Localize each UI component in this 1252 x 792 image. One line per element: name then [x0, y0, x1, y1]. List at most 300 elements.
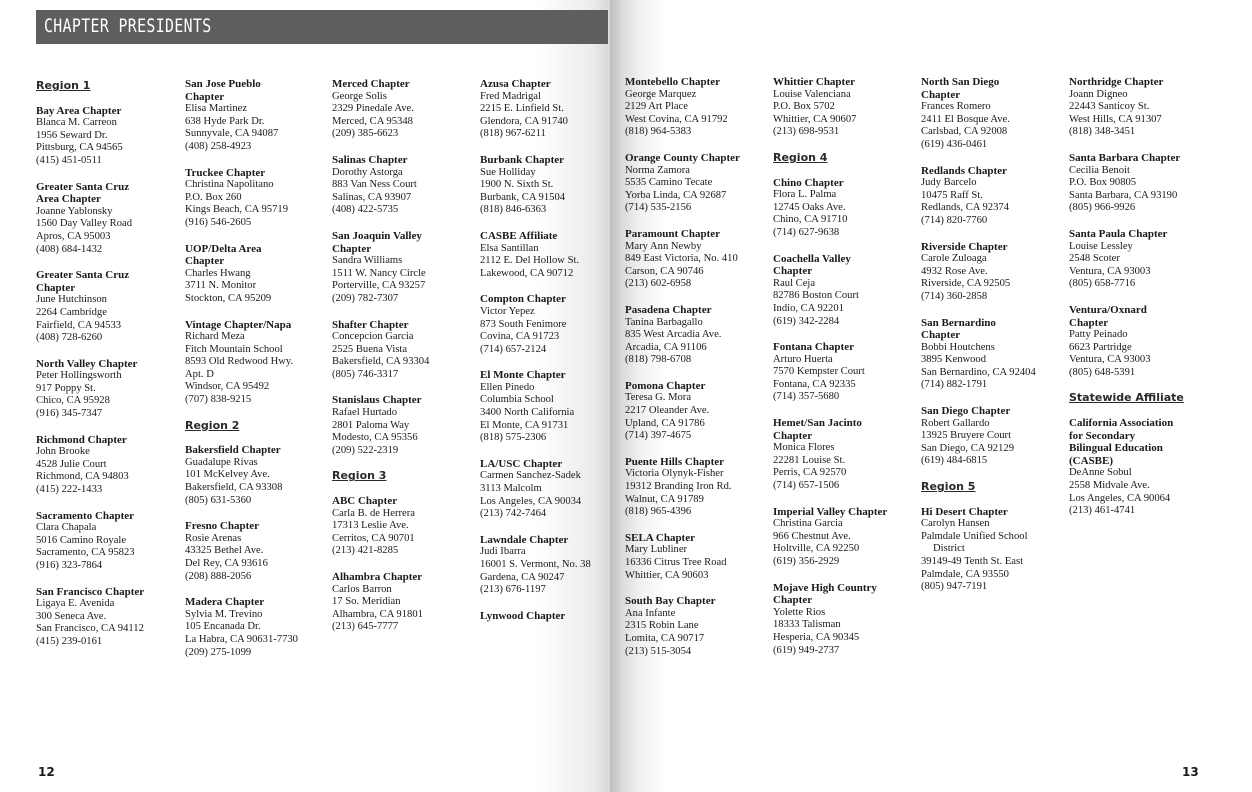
contact-line: (818) 575-2306	[480, 432, 547, 444]
chapter-name: Puente Hills Chapter	[625, 455, 724, 468]
president-name: Sylvia M. Trevino	[185, 608, 263, 620]
contact-line: (916) 546-2605	[185, 216, 252, 228]
contact-line: Sunnyvale, CA 94087	[185, 128, 279, 140]
contact-line: Glendora, CA 91740	[480, 115, 568, 127]
contact-line: 835 West Arcadia Ave.	[625, 329, 722, 341]
contact-line: Ventura, CA 93003	[1069, 354, 1151, 366]
chapter-entry	[185, 78, 327, 154]
chapter-name: Coachella Valley	[773, 252, 851, 265]
region-heading: Region 5	[921, 480, 976, 494]
contact-line: 5016 Camino Royale	[36, 534, 127, 546]
contact-line: Burbank, CA 91504	[480, 191, 566, 203]
directory-column-3	[332, 78, 474, 647]
chapter-name: Lawndale Chapter	[480, 533, 569, 546]
contact-line: 2217 Oleander Ave.	[625, 405, 710, 417]
contact-line: (213) 645-7777	[332, 621, 399, 633]
contact-line: 43325 Bethel Ave.	[185, 545, 264, 557]
contact-line: 2215 E. Linfield St.	[480, 103, 564, 115]
contact-line: Pittsburg, CA 94565	[36, 142, 123, 154]
chapter-name: Chapter	[773, 594, 813, 607]
president-name: Carmen Sanchez-Sadek	[480, 470, 581, 482]
contact-line: (818) 965-4396	[625, 506, 692, 518]
chapter-name: San Jose Pueblo	[185, 78, 261, 90]
chapter-name: Stanislaus Chapter	[332, 394, 422, 407]
contact-line: 1956 Seward Dr.	[36, 129, 108, 141]
contact-line: Apros, CA 95003	[36, 230, 111, 242]
chapter-entry	[480, 154, 622, 217]
chapter-entry	[773, 76, 915, 139]
chapter-name: Chapter	[185, 90, 225, 103]
chapter-entry	[773, 582, 915, 658]
contact-line: (213) 676-1197	[480, 584, 546, 596]
chapter-entry	[185, 319, 327, 407]
contact-line: (714) 627-9638	[773, 226, 840, 238]
contact-line: (714) 657-2124	[480, 343, 547, 355]
contact-line: Walnut, CA 91789	[625, 493, 704, 505]
contact-line: West Covina, CA 91792	[625, 113, 728, 125]
chapter-name: San Bernardino	[921, 316, 996, 329]
chapter-entry	[332, 495, 474, 558]
chapter-entry	[1069, 417, 1211, 518]
president-name: Concepcion Garcia	[332, 331, 414, 343]
contact-line: 17313 Leslie Ave.	[332, 520, 409, 532]
contact-line: 3711 N. Monitor	[185, 280, 257, 292]
chapter-entry	[332, 154, 474, 217]
chapter-name: Bakersfield Chapter	[185, 444, 281, 457]
chapter-name: Hi Desert Chapter	[921, 505, 1008, 518]
contact-line: 17 So. Meridian	[332, 596, 401, 608]
chapter-entry	[921, 241, 1063, 304]
contact-line: 16001 S. Vermont, No. 38	[480, 559, 591, 570]
chapter-name: Paramount Chapter	[625, 227, 721, 240]
region-heading: Region 4	[773, 150, 828, 164]
president-name: Tanina Barbagallo	[625, 316, 703, 328]
contact-line: 966 Chestnut Ave.	[773, 530, 851, 542]
contact-line: (805) 648-5391	[1069, 366, 1136, 378]
chapter-name: UOP/Delta Area	[185, 242, 262, 255]
contact-line: 883 Van Ness Court	[332, 179, 417, 191]
chapter-name: Chapter	[921, 88, 961, 101]
chapter-name: Azusa Chapter	[480, 78, 551, 90]
president-name: Cecilia Benoit	[1069, 164, 1130, 176]
contact-line: San Francisco, CA 94112	[36, 623, 144, 635]
chapter-name: Chapter	[185, 255, 225, 268]
chapter-name: Chapter	[1069, 316, 1109, 329]
president-name: Victor Yepez	[480, 305, 535, 317]
president-name: Carolyn Hansen	[921, 518, 990, 530]
contact-line: (714) 360-2858	[921, 290, 988, 302]
chapter-name: Bilingual Education	[1069, 442, 1163, 455]
chapter-entry	[921, 405, 1063, 468]
contact-line: 2315 Robin Lane	[625, 620, 699, 632]
region-heading: Statewide Affiliate	[1069, 391, 1184, 405]
president-name: Mary Lubliner	[625, 544, 688, 556]
president-name: Yolette Rios	[773, 606, 826, 618]
chapter-name: Pasadena Chapter	[625, 303, 712, 316]
page-number-left: 12	[38, 765, 55, 779]
president-name: Patty Peinado	[1069, 329, 1128, 341]
chapter-entry	[1069, 228, 1211, 291]
page-number-right: 13	[1182, 765, 1199, 779]
chapter-name: California Association	[1069, 417, 1174, 430]
chapter-entry	[480, 610, 622, 623]
contact-line: 1560 Day Valley Road	[36, 218, 133, 230]
chapter-name: Montebello Chapter	[625, 76, 721, 88]
contact-line: 2264 Cambridge	[36, 306, 107, 318]
contact-line: District	[933, 543, 965, 555]
president-name: Monica Flores	[773, 442, 835, 454]
contact-line: Indio, CA 92201	[773, 302, 844, 314]
chapter-name: Northridge Chapter	[1069, 76, 1164, 88]
president-name: Joann Digneo	[1069, 88, 1128, 100]
contact-line: 3400 North California	[480, 407, 575, 419]
president-name: George Marquez	[625, 88, 697, 100]
contact-line: Yorba Linda, CA 92687	[625, 189, 727, 201]
contact-line: (714) 657-1506	[773, 480, 840, 492]
contact-line: (805) 631-5360	[185, 494, 252, 506]
contact-line: Riverside, CA 92505	[921, 278, 1011, 290]
contact-line: Los Angeles, CA 90064	[1069, 492, 1171, 504]
contact-line: Richmond, CA 94803	[36, 471, 129, 483]
chapter-entry	[332, 394, 474, 457]
president-name: Teresa G. Mora	[625, 392, 692, 404]
president-name: Louise Lessley	[1069, 240, 1133, 252]
chapter-entry	[625, 532, 767, 582]
contact-line: (619) 356-2929	[773, 556, 840, 567]
contact-line: P.O. Box 90805	[1069, 177, 1137, 189]
chapter-name: Pomona Chapter	[625, 379, 706, 392]
chapter-entry	[480, 78, 622, 141]
contact-line: (619) 949-2737	[773, 644, 840, 656]
contact-line: (805) 658-7716	[1069, 278, 1136, 290]
contact-line: (818) 798-6708	[625, 354, 692, 366]
president-name: Ana Infante	[625, 607, 676, 619]
president-name: Dorothy Astorga	[332, 166, 403, 178]
contact-line: (619) 436-0461	[921, 138, 988, 150]
chapter-entry	[773, 341, 915, 404]
contact-line: Whittier, CA 90607	[773, 113, 857, 125]
president-name: June Hutchinson	[36, 294, 107, 306]
chapter-entry	[921, 506, 1063, 594]
contact-line: 2801 Paloma Way	[332, 419, 410, 431]
contact-line: P.O. Box 260	[185, 191, 242, 203]
contact-line: Carlsbad, CA 92008	[921, 126, 1008, 138]
directory-column-1	[36, 78, 178, 662]
contact-line: 10475 Raff St.	[921, 189, 983, 201]
president-name: Fred Madrigal	[480, 90, 541, 102]
president-name: John Brooke	[36, 446, 90, 458]
chapter-entry	[480, 369, 622, 445]
president-name: Sue Holliday	[480, 166, 536, 178]
contact-line: 2112 E. Del Hollow St.	[480, 255, 580, 267]
contact-line: (916) 323-7864	[36, 560, 103, 571]
chapter-entry	[36, 586, 178, 649]
directory-column-5	[625, 76, 767, 671]
president-name: Guadalupe Rivas	[185, 456, 258, 468]
president-name: Bobbi Houtchens	[921, 341, 995, 353]
contact-line: West Hills, CA 91307	[1069, 113, 1162, 125]
contact-line: 3113 Malcolm	[480, 483, 542, 495]
contact-line: 16336 Citrus Tree Road	[625, 557, 727, 568]
contact-line: (209) 522-2319	[332, 444, 399, 456]
chapter-entry	[480, 534, 622, 597]
contact-line: 13925 Bruyere Court	[921, 430, 1012, 442]
contact-line: 1511 W. Nancy Circle	[332, 267, 426, 279]
directory-column-8	[1069, 76, 1211, 531]
president-name: Sandra Williams	[332, 255, 403, 267]
chapter-entry	[921, 165, 1063, 228]
contact-line: (714) 882-1791	[921, 379, 988, 391]
contact-line: (714) 820-7760	[921, 214, 988, 226]
chapter-entry	[625, 456, 767, 519]
president-name: Mary Ann Newby	[625, 240, 702, 252]
president-name: Rosie Arenas	[185, 532, 242, 544]
chapter-entry	[185, 520, 327, 583]
directory-column-6	[773, 76, 915, 670]
contact-line: Fairfield, CA 94533	[36, 319, 122, 331]
contact-line: Fontana, CA 92335	[773, 378, 856, 390]
contact-line: (916) 345-7347	[36, 408, 103, 420]
contact-line: La Habra, CA 90631-7730	[185, 633, 298, 645]
president-name: Flora L. Palma	[773, 189, 837, 201]
contact-line: 4932 Rose Ave.	[921, 265, 988, 277]
chapter-entry	[480, 458, 622, 521]
chapter-name: Shafter Chapter	[332, 318, 409, 331]
contact-line: Apt. D	[185, 368, 214, 380]
chapter-name: Santa Barbara Chapter	[1069, 151, 1181, 164]
contact-line: Santa Barbara, CA 93190	[1069, 189, 1178, 201]
chapter-entry	[36, 358, 178, 421]
contact-line: 6623 Partridge	[1069, 341, 1132, 353]
president-name: DeAnne Sobul	[1069, 467, 1132, 479]
chapter-name: North Valley Chapter	[36, 357, 138, 370]
president-name: Blanca M. Carreon	[36, 117, 117, 129]
contact-line: (818) 348-3451	[1069, 126, 1136, 138]
chapter-name: Orange County Chapter	[625, 151, 740, 164]
chapter-name: Madera Chapter	[185, 596, 265, 609]
contact-line: Bakersfield, CA 93308	[185, 482, 283, 494]
chapter-name: Chapter	[773, 429, 813, 442]
chapter-entry	[773, 177, 915, 240]
president-name: Raul Ceja	[773, 277, 816, 289]
chapter-entry	[332, 319, 474, 382]
chapter-name: Chapter	[36, 281, 76, 294]
contact-line: (213) 515-3054	[625, 645, 692, 657]
contact-line: Columbia School	[480, 394, 554, 406]
contact-line: Carson, CA 90746	[625, 265, 704, 277]
president-name: Ellen Pinedo	[480, 381, 535, 393]
contact-line: 101 McKelvey Ave.	[185, 469, 270, 481]
contact-line: (714) 535-2156	[625, 202, 692, 214]
chapter-name: San Diego Chapter	[921, 405, 1011, 418]
contact-line: 105 Encanada Dr.	[185, 621, 261, 633]
directory-column-7	[921, 76, 1063, 607]
contact-line: (415) 451-0511	[36, 154, 102, 166]
president-name: Arturo Huerta	[773, 353, 833, 365]
contact-line: Chino, CA 91710	[773, 214, 848, 226]
contact-line: (213) 421-8285	[332, 545, 399, 557]
chapter-entry	[625, 228, 767, 291]
contact-line: 2329 Pinedale Ave.	[332, 103, 414, 115]
chapter-name: Chapter	[332, 242, 372, 255]
contact-line: (805) 947-7191	[921, 581, 988, 593]
chapter-entry	[625, 304, 767, 367]
president-name: Richard Meza	[185, 331, 245, 343]
chapter-name: CASBE Affiliate	[480, 229, 558, 242]
chapter-entry	[625, 595, 767, 658]
chapter-name: Mojave High Country	[773, 581, 877, 594]
chapter-name: San Joaquin Valley	[332, 229, 422, 242]
contact-line: 2411 El Bosque Ave.	[921, 113, 1010, 125]
president-name: Joanne Yablonsky	[36, 205, 113, 217]
contact-line: 5535 Camino Tecate	[625, 177, 713, 189]
contact-line: (805) 746-3317	[332, 368, 399, 380]
contact-line: 22443 Santicoy St.	[1069, 101, 1150, 113]
contact-line: (408) 728-6260	[36, 332, 103, 344]
contact-line: Chico, CA 95928	[36, 395, 110, 407]
contact-line: Arcadia, CA 91106	[625, 341, 707, 353]
chapter-entry	[921, 76, 1063, 152]
contact-line: (408) 422-5735	[332, 204, 399, 216]
chapter-entry	[36, 510, 178, 573]
contact-line: (209) 385-6623	[332, 128, 399, 140]
chapter-entry	[36, 434, 178, 497]
contact-line: Hesperia, CA 90345	[773, 631, 860, 643]
chapter-entry	[773, 417, 915, 493]
contact-line: (213) 698-9531	[773, 126, 840, 138]
contact-line: Bakersfield, CA 93304	[332, 356, 430, 368]
contact-line: Del Rey, CA 93616	[185, 558, 268, 569]
chapter-name: South Bay Chapter	[625, 595, 716, 608]
contact-line: (209) 782-7307	[332, 292, 399, 304]
chapter-name: Greater Santa Cruz	[36, 180, 130, 193]
chapter-entry	[36, 269, 178, 345]
contact-line: (209) 275-1099	[185, 646, 252, 658]
contact-line: 638 Hyde Park Dr.	[185, 115, 265, 127]
contact-line: (213) 742-7464	[480, 508, 547, 520]
chapter-entry	[625, 76, 767, 139]
chapter-entry	[332, 78, 474, 141]
president-name: Christina Napolitano	[185, 179, 274, 191]
chapter-name: San Francisco Chapter	[36, 585, 145, 598]
chapter-name: Sacramento Chapter	[36, 509, 135, 522]
contact-line: 22281 Louise St.	[773, 454, 846, 466]
directory-column-4	[480, 78, 622, 635]
president-name: Judi Ibarra	[480, 546, 526, 558]
contact-line: Windsor, CA 95492	[185, 381, 270, 393]
chapter-name: Merced Chapter	[332, 78, 410, 90]
contact-line: Alhambra, CA 91801	[332, 608, 423, 620]
contact-line: Ventura, CA 93003	[1069, 265, 1151, 277]
chapter-entry	[480, 230, 622, 280]
chapter-entry	[185, 167, 327, 230]
contact-line: Los Angeles, CA 90034	[480, 495, 582, 507]
contact-line: 300 Seneca Ave.	[36, 610, 107, 622]
contact-line: (408) 684-1432	[36, 243, 103, 255]
president-name: Elisa Martinez	[185, 103, 248, 115]
contact-line: Modesto, CA 95356	[332, 432, 418, 444]
contact-line: 1900 N. Sixth St.	[480, 179, 554, 191]
chapter-name: SELA Chapter	[625, 531, 695, 544]
chapter-name: ABC Chapter	[332, 495, 398, 508]
contact-line: 2129 Art Place	[625, 101, 688, 113]
chapter-name: Chapter	[773, 265, 813, 278]
contact-line: (818) 964-5383	[625, 126, 692, 138]
contact-line: 2558 Midvale Ave.	[1069, 480, 1150, 492]
contact-line: 849 East Victoria, No. 410	[625, 253, 738, 265]
chapter-entry	[921, 317, 1063, 393]
chapter-name: (CASBE)	[1069, 454, 1114, 467]
chapter-name: Truckee Chapter	[185, 166, 266, 179]
chapter-name: Hemet/San Jacinto	[773, 417, 862, 430]
chapter-name: Whittier Chapter	[773, 76, 855, 88]
contact-line: 8593 Old Redwood Hwy.	[185, 356, 294, 368]
chapter-name: Alhambra Chapter	[332, 571, 423, 583]
chapter-name: Bay Area Chapter	[36, 104, 122, 117]
chapter-name: Chino Chapter	[773, 176, 844, 189]
contact-line: (415) 239-0161	[36, 635, 103, 647]
contact-line: P.O. Box 5702	[773, 101, 835, 113]
chapter-entry	[185, 243, 327, 306]
contact-line: (213) 461-4741	[1069, 505, 1136, 517]
contact-line: Stockton, CA 95209	[185, 292, 272, 304]
contact-line: Merced, CA 95348	[332, 115, 413, 127]
president-name: Elsa Santillan	[480, 242, 539, 254]
contact-line: Covina, CA 91723	[480, 331, 560, 343]
contact-line: (415) 222-1433	[36, 484, 103, 496]
contact-line: 7570 Kempster Court	[773, 366, 865, 378]
chapter-name: Greater Santa Cruz	[36, 269, 130, 282]
contact-line: Whittier, CA 90603	[625, 569, 709, 581]
president-name: Carlos Barron	[332, 583, 392, 595]
president-name: Rafael Hurtado	[332, 407, 398, 419]
contact-line: (208) 888-2056	[185, 570, 252, 582]
president-name: Charles Hwang	[185, 267, 251, 279]
chapter-name: Vintage Chapter/Napa	[185, 318, 292, 331]
chapter-name: Compton Chapter	[480, 293, 566, 306]
contact-line: (619) 484-6815	[921, 455, 988, 467]
chapter-entry	[773, 506, 915, 569]
contact-line: Palmdale Unified School	[921, 530, 1028, 542]
president-name: Carole Zuloaga	[921, 253, 987, 265]
region-heading: Region 2	[185, 418, 240, 432]
page-title: CHAPTER PRESIDENTS	[44, 15, 212, 37]
president-name: Norma Zamora	[625, 164, 691, 176]
contact-line: 873 South Fenimore	[480, 318, 567, 330]
region-heading: Region 3	[332, 469, 387, 483]
contact-line: Upland, CA 91786	[625, 417, 705, 429]
president-name: George Solis	[332, 90, 387, 102]
contact-line: Cerritos, CA 90701	[332, 532, 415, 544]
contact-line: 3895 Kenwood	[921, 354, 987, 366]
chapter-name: North San Diego	[921, 76, 1000, 88]
president-name: Judy Barcelo	[921, 177, 977, 189]
contact-line: San Bernardino, CA 92404	[921, 366, 1036, 378]
contact-line: Perris, CA 92570	[773, 467, 847, 479]
chapter-entry	[185, 444, 327, 507]
chapter-name: Fresno Chapter	[185, 520, 260, 533]
president-name: Louise Valenciana	[773, 88, 851, 100]
contact-line: (213) 602-6958	[625, 278, 692, 290]
contact-line: 917 Poppy St.	[36, 382, 96, 394]
directory-column-2	[185, 78, 327, 672]
president-name: Carla B. de Herrera	[332, 507, 415, 519]
chapter-name: Imperial Valley Chapter	[773, 505, 888, 518]
chapter-entry	[332, 571, 474, 634]
contact-line: San Diego, CA 92129	[921, 442, 1014, 454]
chapter-presidents-banner	[36, 10, 608, 44]
contact-line: 12745 Oaks Ave.	[773, 201, 846, 213]
